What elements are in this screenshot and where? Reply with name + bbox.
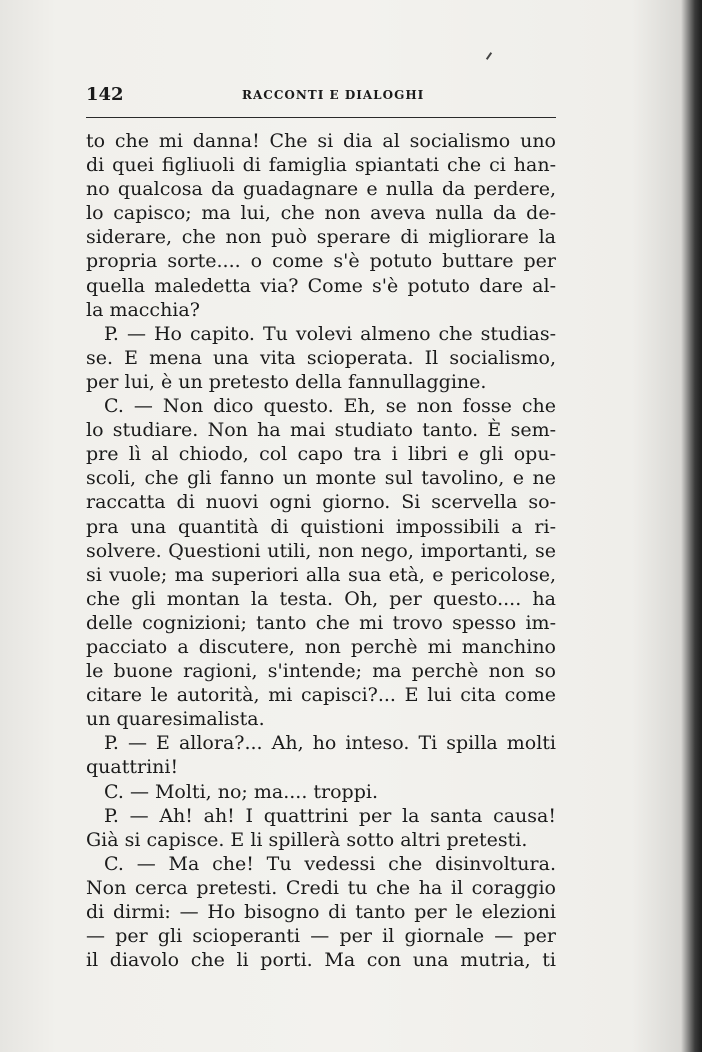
text-line: pra una quantità di quistioni impossibili a ri- [86, 515, 556, 538]
text-line: solvere. Questioni utili, non nego, importanti, se [86, 539, 556, 562]
text-line: la macchia? [86, 298, 200, 321]
text-line: scoli, che gli fanno un monte sul tavolino, e ne [86, 467, 556, 490]
text-line: quella maledetta via? Come s'è potuto dare al- [86, 274, 556, 297]
text-line: P. — Ho capito. Tu volevi almeno che studias- [104, 322, 556, 345]
text-line: quattrini! [86, 756, 179, 779]
running-head: RACCONTI E DIALOGHI [242, 88, 425, 102]
page-header [86, 84, 556, 110]
text-line: citare le autorità, mi capisci?... E lui cita come [86, 684, 556, 707]
text-line: per lui, è un pretesto della fannullaggine. [86, 370, 487, 393]
text-line: pacciato a discutere, non perchè mi manchino [86, 635, 556, 658]
body-text [86, 129, 556, 972]
text-line: C. — Ma che! Tu vedessi che disinvoltura. [104, 852, 556, 875]
text-line: P. — Ah! ah! I quattrini per la santa causa! [104, 804, 556, 827]
text-line: P. — E allora?... Ah, ho inteso. Ti spilla molti [104, 732, 556, 755]
text-line: siderare, che non può sperare di migliorare la [86, 226, 556, 249]
page-number: 142 [86, 84, 124, 105]
text-line: le buone ragioni, s'intende; ma perchè non so [86, 660, 556, 683]
text-line: lo capisco; ma lui, che non aveva nulla da de- [86, 202, 556, 225]
text-line: C. — Non dico questo. Eh, se non fosse che [104, 395, 556, 418]
stray-mark [486, 52, 492, 60]
header-rule [86, 117, 556, 118]
text-line: no qualcosa da guadagnare e nulla da perdere, [86, 178, 556, 201]
text-line: to che mi danna! Che si dia al socialismo uno [86, 130, 556, 152]
text-line: che gli montan la testa. Oh, per questo.... ha [86, 587, 556, 610]
text-line: raccatta di nuovi ogni giorno. Si scervella so- [86, 491, 556, 514]
text-line: Già si capisce. E li spillerà sotto altri pretesti. [86, 828, 528, 851]
text-line: pre lì al chiodo, col capo tra i libri e gli opu- [86, 443, 556, 466]
text-line: il diavolo che li porti. Ma con una mutria, ti [86, 949, 556, 972]
text-line: di quei figliuoli di famiglia spiantati che ci han- [86, 154, 556, 177]
text-line: Non cerca pretesti. Credi tu che ha il coraggio [86, 876, 556, 899]
text-line: C. — Molti, no; ma.... troppi. [104, 780, 378, 803]
text-line: di dirmi: — Ho bisogno di tanto per le elezioni [86, 901, 556, 923]
text-line: lo studiare. Non ha mai studiato tanto. È sem- [86, 419, 556, 442]
text-line: — per gli scioperanti — per il giornale — per [86, 925, 556, 948]
text-line: propria sorte.... o come s'è potuto buttare per [86, 250, 556, 273]
text-line: delle cognizioni; tanto che mi trovo spesso im- [86, 611, 556, 634]
text-line: un quaresimalista. [86, 708, 265, 731]
text-line: se. E mena una vita scioperata. Il socialismo, [86, 346, 556, 369]
text-line: si vuole; ma superiori alla sua età, e pericolose, [86, 563, 556, 586]
